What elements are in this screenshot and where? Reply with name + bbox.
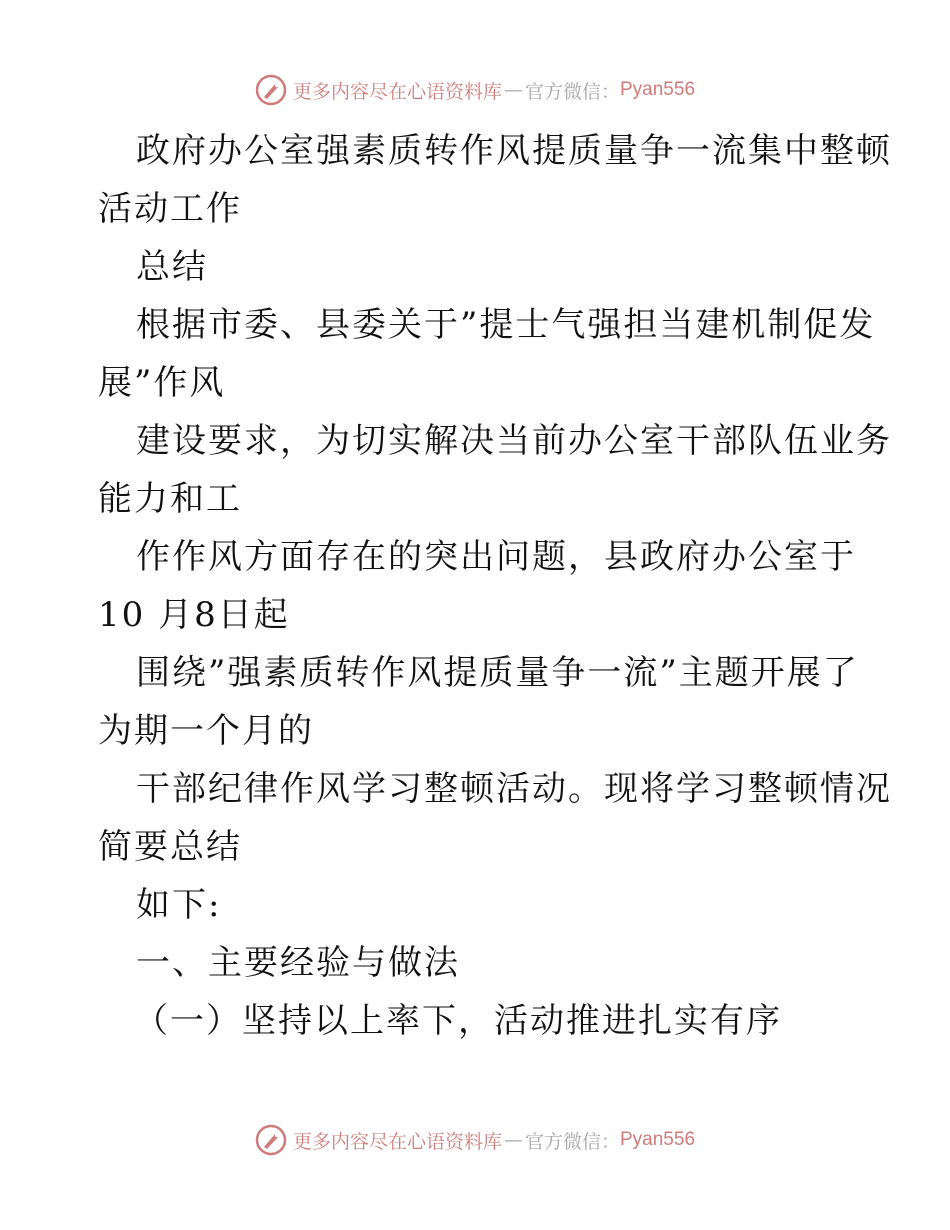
paragraph-line: 围绕”强素质转作风提质量争一流”主题开展了 [136, 653, 859, 693]
doc-title-line-2: 活动工作 [98, 189, 242, 229]
paragraph-line: 为期一个月的 [98, 711, 314, 751]
paragraph-line: 能力和工 [98, 479, 242, 519]
subsection-heading: （一）坚持以上率下，活动推进扎实有序 [134, 1001, 782, 1041]
watermark-account: Pyan556 [620, 79, 696, 100]
document-body [98, 122, 892, 1050]
pen-nib-logo-icon [255, 74, 287, 106]
paragraph-line: 根据市委、县委关于”提士气强担当建机制促发 [136, 305, 876, 345]
paragraph-line: 建设要求，为切实解决当前办公室干部队伍业务 [136, 421, 892, 461]
watermark-account: Pyan556 [620, 1129, 696, 1150]
paragraph-line: 干部纪律作风学习整顿活动。现将学习整顿情况 [136, 769, 892, 809]
paragraph-line: 10 月8日起 [98, 595, 290, 635]
watermark-separator: — [503, 79, 523, 101]
paragraph-line: 展”作风 [98, 363, 226, 403]
watermark-site: 更多内容尽在心语资料库 [292, 1130, 502, 1153]
watermark-site: 更多内容尽在心语资料库 [292, 80, 502, 103]
footer-watermark [0, 1120, 950, 1160]
watermark-channel: 官方微信： [524, 80, 620, 103]
paragraph-line: 简要总结 [98, 827, 242, 867]
pen-nib-logo-icon [255, 1124, 287, 1156]
section-heading: 一、主要经验与做法 [136, 943, 460, 983]
doc-title-line-1: 政府办公室强素质转作风提质量争一流集中整顿 [136, 131, 892, 171]
watermark-channel: 官方微信： [524, 1130, 620, 1153]
paragraph-line: 作作风方面存在的突出问题，县政府办公室于 [136, 537, 856, 577]
paragraph-line: 如下: [136, 885, 222, 925]
header-watermark [0, 70, 950, 110]
watermark-separator: — [503, 1129, 523, 1151]
doc-title-line-3: 总结 [136, 247, 208, 287]
